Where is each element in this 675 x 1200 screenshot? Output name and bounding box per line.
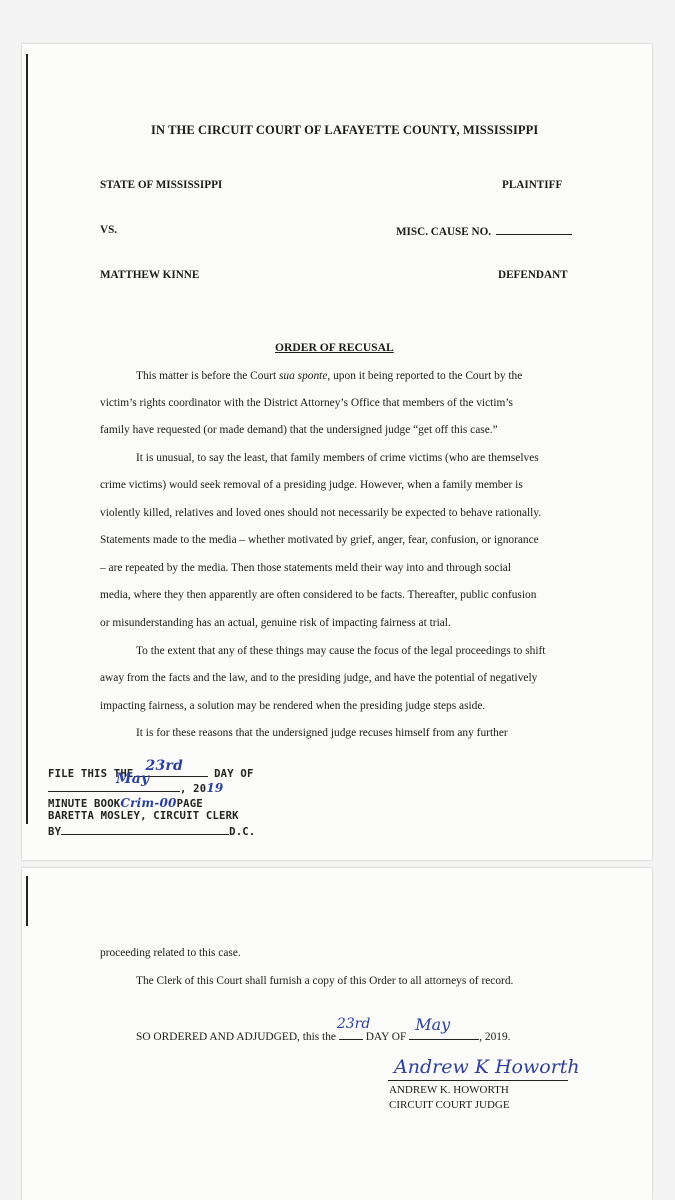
by-blank: [61, 824, 229, 835]
body-line: proceeding related to this case.: [100, 947, 241, 959]
order-title: ORDER OF RECUSAL: [275, 341, 394, 354]
body-line: violently killed, relatives and loved ones should not necessarily be expected to behave rationally.: [100, 507, 542, 519]
signature-line: [388, 1080, 568, 1081]
judge-name: ANDREW K. HOWORTH: [389, 1084, 509, 1096]
court-title: IN THE CIRCUIT COURT OF LAFAYETTE COUNTY, MISSISSIPPI: [151, 123, 539, 137]
handwritten-month: May: [415, 1015, 451, 1034]
defendant-name: MATTHEW KINNE: [100, 269, 200, 281]
body-line: Statements made to the media – whether motivated by grief, anger, fear, confusion, or ignorance: [100, 534, 539, 546]
filing-stamp-line-1: FILE THIS THE 23rd DAY OF: [48, 758, 254, 780]
judge-title: CIRCUIT COURT JUDGE: [389, 1099, 510, 1111]
cause-number-blank: [496, 224, 572, 235]
judge-signature: Andrew K Howorth: [394, 1056, 580, 1078]
body-line: – are repeated by the media. Then those statements meld their way into and through social: [100, 562, 511, 574]
body-line: away from the facts and the law, and to the presiding judge, and have the potential of negatively: [100, 672, 538, 684]
body-line: The Clerk of this Court shall furnish a copy of this Order to all attorneys of record.: [136, 975, 514, 987]
plaintiff-role: PLAINTIFF: [502, 179, 563, 191]
body-line: victim’s rights coordinator with the District Attorney’s Office that members of the victim’s: [100, 397, 513, 409]
filing-stamp-line-4: BARETTA MOSLEY, CIRCUIT CLERK: [48, 810, 239, 822]
filing-stamp-line-3: MINUTE BOOKCrim-00PAGE: [48, 796, 203, 810]
body-line: It is for these reasons that the undersigned judge recuses himself from any further: [136, 727, 508, 739]
defendant-role: DEFENDANT: [498, 269, 568, 281]
body-line: It is unusual, to say the least, that family members of crime victims (who are themselves: [136, 452, 539, 464]
handwritten-day: 23rd: [336, 1016, 371, 1032]
body-line: crime victims) would seek removal of a presiding judge. However, when a family member is: [100, 479, 523, 491]
body-line: impacting fairness, a solution may be rendered when the presiding judge steps aside.: [100, 700, 486, 712]
handwritten-year: 19: [206, 781, 224, 795]
page-edge-line: [26, 54, 28, 824]
handwritten-day: 23rd: [145, 758, 183, 774]
cause-number-field: [396, 224, 572, 238]
document-page-2: [22, 868, 652, 1200]
body-line: To the extent that any of these things may cause the focus of the legal proceedings to shift: [136, 645, 546, 657]
body-line: This matter is before the Court sua sponte, upon it being reported to the Court by the: [136, 370, 523, 382]
filing-stamp-line-5: BY D.C.: [48, 826, 256, 838]
ordered-adjudged-line: SO ORDERED AND ADJUDGED, this the 23rd DAY OF May , 2019.: [136, 1015, 511, 1043]
day-blank: [336, 1016, 371, 1040]
body-line: or misunderstanding has an actual, genuine risk of impacting fairness at trial.: [100, 617, 451, 629]
plaintiff-name: STATE OF MISSISSIPPI: [100, 179, 223, 191]
body-line: media, where they then apparently are often considered to be facts. Thereafter, public confusion: [100, 589, 537, 601]
versus-label: VS.: [100, 224, 118, 236]
body-line: family have requested (or made demand) that the undersigned judge “get off this case.”: [100, 424, 498, 436]
filing-stamp-line-2: May , 2019: [48, 781, 223, 795]
month-blank: [409, 1015, 479, 1040]
page-edge-line: [26, 876, 28, 926]
cause-number-label: MISC. CAUSE NO.: [396, 226, 492, 238]
document-page-1: [22, 44, 652, 860]
handwritten-minute-book: Crim-00: [120, 796, 177, 810]
handwritten-month: May: [116, 771, 150, 787]
